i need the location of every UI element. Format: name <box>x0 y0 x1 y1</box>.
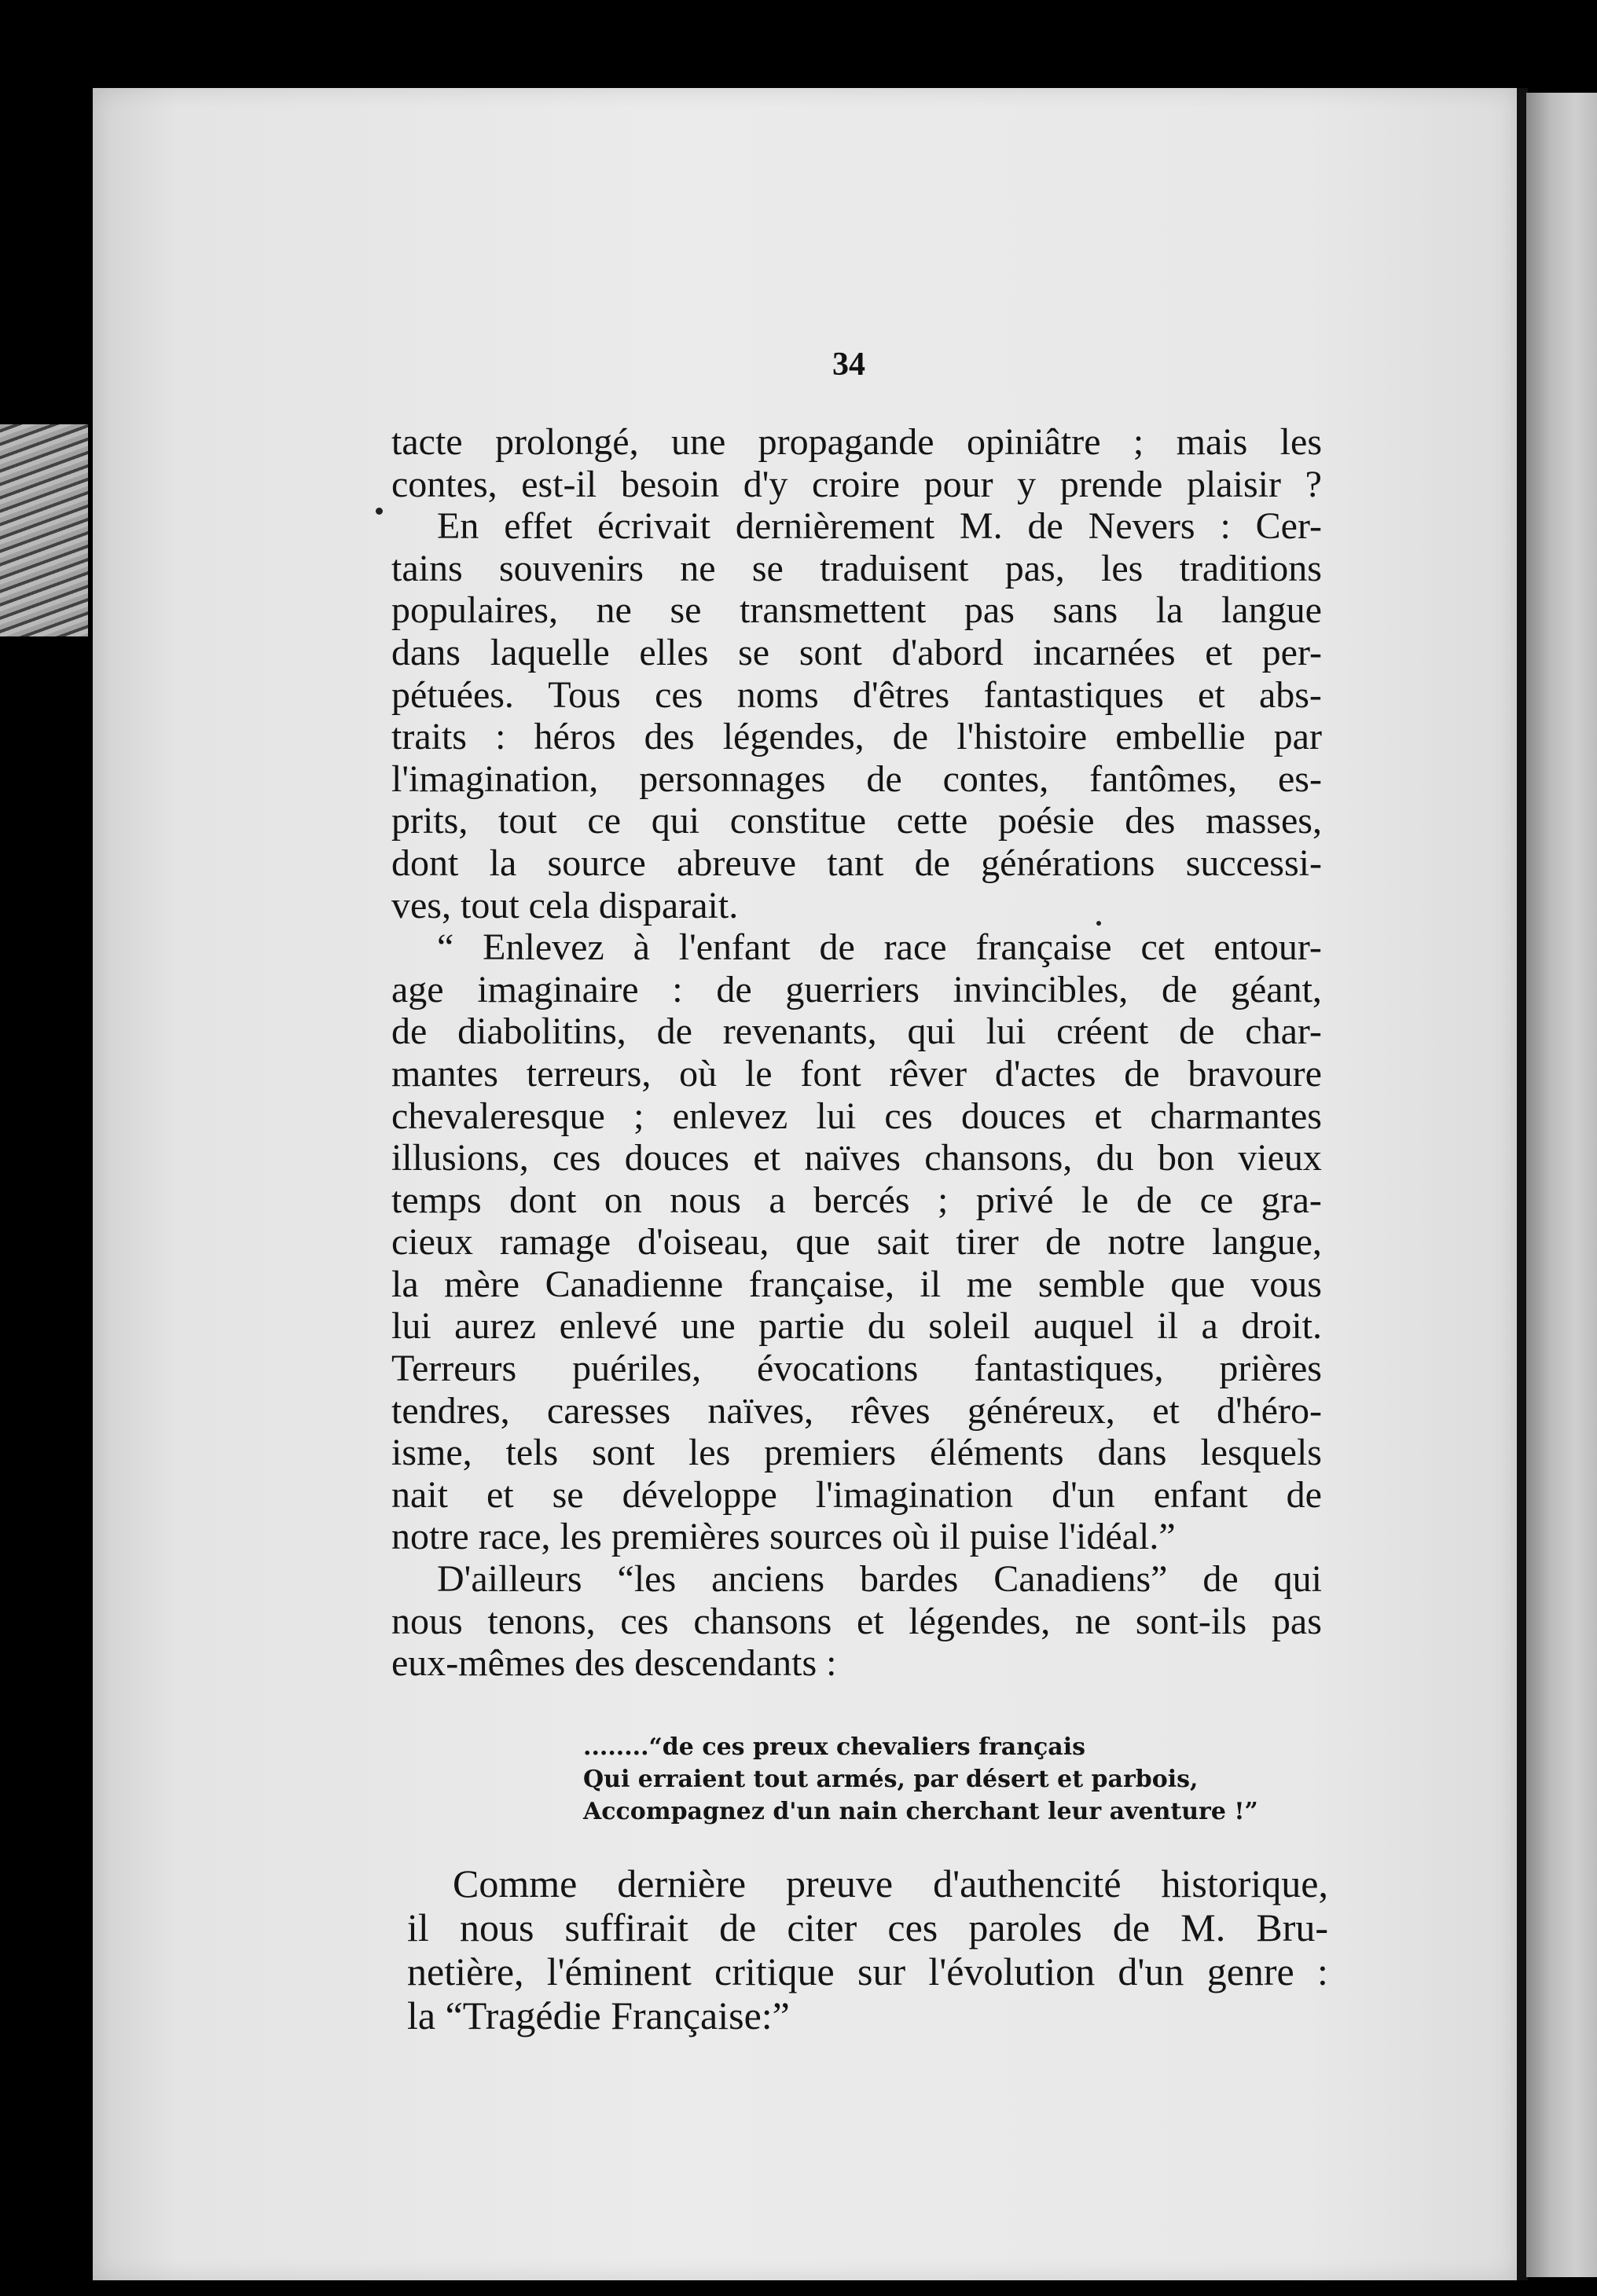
next-page-edge <box>1526 93 1597 2277</box>
text-line: lui aurez enlevé une partie du soleil auquel il a droit. <box>391 1305 1322 1348</box>
text-line: traits : héros des légendes, de l'histoire embellie par <box>391 716 1322 758</box>
text-line: nous tenons, ces chansons et légendes, ne sont-ils pas <box>391 1600 1322 1642</box>
text-line: Terreurs puériles, évocations fantastiques, prières <box>391 1348 1322 1390</box>
text-line: notre race, les premières sources où il puise l'idéal.” <box>391 1516 1176 1558</box>
ink-speck <box>376 508 383 515</box>
text-line: l'imagination, personnages de contes, fantômes, es- <box>391 757 1322 800</box>
text-line: populaires, ne se transmettent pas sans la langue <box>391 589 1322 632</box>
text-line: contes, est-il besoin d'y croire pour y prende plaisir ? <box>391 463 1322 505</box>
text-line: de diabolitins, de revenants, qui lui créent de char- <box>391 1010 1322 1053</box>
text-line: il nous suffirait de citer ces paroles de M. Bru- <box>407 1905 1328 1949</box>
verse-line: ........“de ces preux chevaliers français <box>583 1733 1086 1761</box>
closing-paragraph <box>407 1861 1328 2037</box>
text-line: la mère Canadienne française, il me semble que vous <box>391 1263 1322 1305</box>
text-line: En effet écrivait dernièrement M. de Nevers : Cer- <box>437 505 1322 548</box>
page-number: 34 <box>832 347 865 383</box>
text-line: isme, tels sont les premiers éléments dans lesquels <box>391 1432 1322 1474</box>
text-line: chevaleresque ; enlevez lui ces douces et charmantes <box>391 1095 1322 1137</box>
text-line: tacte prolongé, une propagande opiniâtre ; mais les <box>391 421 1322 463</box>
text-line: la “Tragédie Française:” <box>407 1993 790 2037</box>
ink-speck <box>1096 921 1101 926</box>
text-line: temps dont on nous a bercés ; privé le de ce gra- <box>391 1179 1322 1221</box>
body-text <box>391 421 1322 1685</box>
text-line: tains souvenirs ne se traduisent pas, les traditions <box>391 547 1322 589</box>
text-line: mantes terreurs, où le font rêver d'actes de bravoure <box>391 1052 1322 1095</box>
text-line: nait et se développe l'imagination d'un enfant de <box>391 1473 1322 1516</box>
text-line: age imaginaire : de guerriers invincibles, de géant, <box>391 968 1322 1010</box>
text-line: ves, tout cela disparait. <box>391 884 739 926</box>
text-line: prits, tout ce qui constitue cette poésie des masses, <box>391 800 1322 842</box>
verse-quotation <box>583 1731 1290 1828</box>
text-line: dans laquelle elles se sont d'abord incarnées et per- <box>391 631 1322 673</box>
text-line: eux-mêmes des descendants : <box>391 1642 837 1685</box>
text-line: tendres, caresses naïves, rêves généreux, et d'héro- <box>391 1389 1322 1432</box>
text-line: Comme dernière preuve d'authencité historique, <box>453 1861 1328 1905</box>
verse-line: Accompagnez d'un nain cherchant leur aventure !” <box>583 1798 1258 1825</box>
text-line: netière, l'éminent critique sur l'évolution d'un genre : <box>407 1949 1328 1993</box>
text-line: “ Enlevez à l'enfant de race française cet entour- <box>437 926 1322 969</box>
verse-line: Qui erraient tout armés, par désert et parbois, <box>583 1766 1199 1793</box>
adjacent-page-scrap <box>0 424 88 636</box>
text-line: illusions, ces douces et naïves chansons, du bon vieux <box>391 1137 1322 1179</box>
text-line: D'ailleurs “les anciens bardes Canadiens” de qui <box>437 1558 1322 1601</box>
text-line: pétuées. Tous ces noms d'êtres fantastiques et abs- <box>391 673 1322 716</box>
text-line: cieux ramage d'oiseau, que sait tirer de notre langue, <box>391 1221 1322 1264</box>
text-line: dont la source abreuve tant de générations successi- <box>391 842 1322 884</box>
